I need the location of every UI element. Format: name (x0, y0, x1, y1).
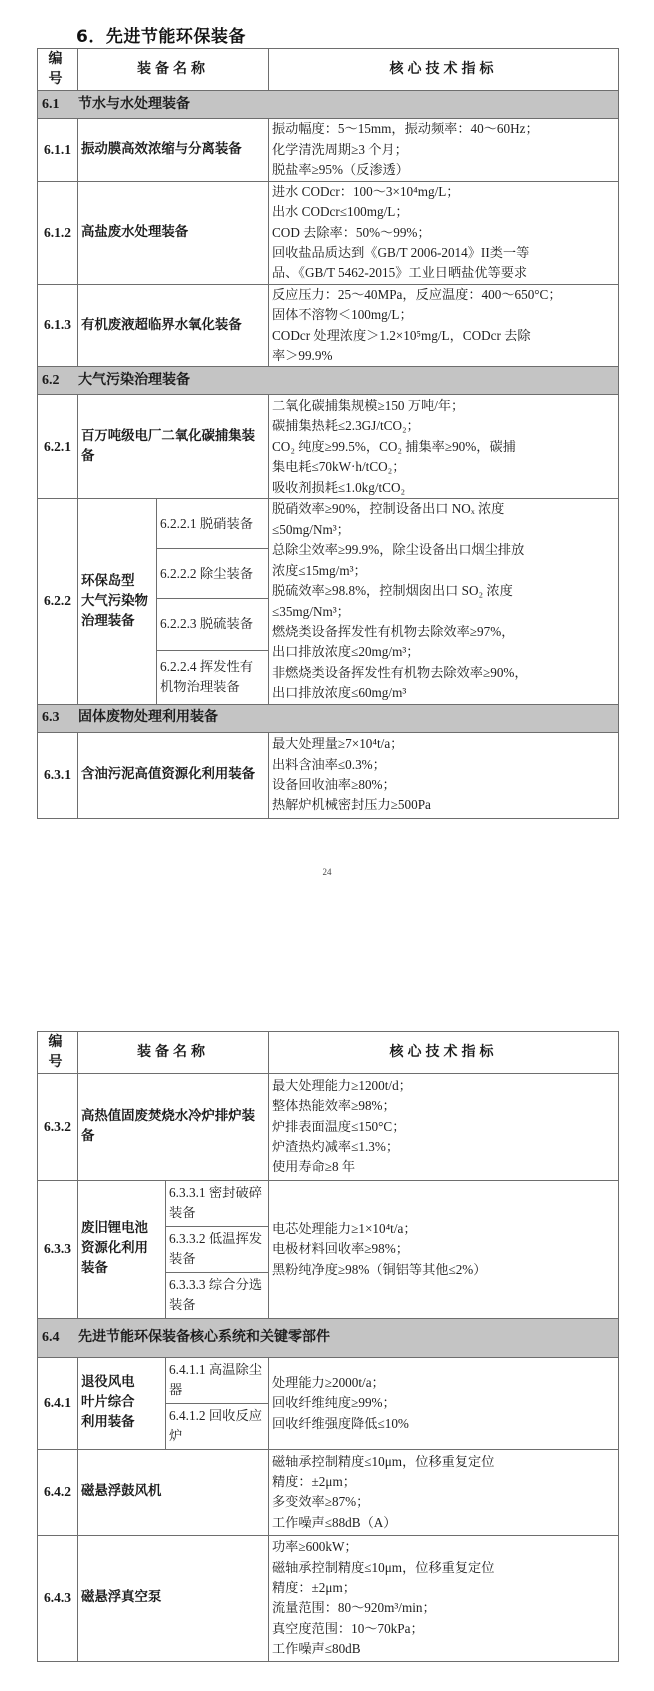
spec-line: 工作噪声≤88dB（A） (272, 1514, 397, 1530)
spec-line: 二氧化碳捕集规模≥150 万吨/年； (272, 397, 465, 413)
row-id: 6.1.3 (38, 284, 78, 367)
row-name: 含油污泥高值资源化利用装备 (78, 732, 269, 818)
row-specs (269, 732, 619, 818)
row-specs (269, 499, 619, 704)
row-name: 高盐废水处理装备 (78, 181, 269, 284)
spec-line: 吸收剂损耗≤1.0kg/tCO₂ (272, 479, 406, 495)
spec-line: 磁轴承控制精度≤10μm，位移重复定位 (272, 1559, 495, 1575)
spec-line: 炉排表面温度≤150°C； (272, 1118, 406, 1134)
spec-line: 电芯处理能力≥1×10⁴t/a； (272, 1220, 417, 1236)
row-specs (269, 118, 619, 181)
name-line: 退役风电 (81, 1375, 135, 1391)
row-name: 磁悬浮真空泵 (78, 1535, 269, 1661)
spec-line: ≤50mg/Nm³； (272, 521, 350, 537)
row-specs (269, 1535, 619, 1661)
spec-line: 回收盐品质达到《GB/T 2006-2014》II类一等 (272, 245, 530, 261)
spec-line: 出口排放浓度≤20mg/m³； (272, 644, 420, 660)
spec-line: 振动幅度：5～15mm，振动频率：40～60Hz； (272, 121, 539, 137)
row-id: 6.3.2 (38, 1073, 78, 1180)
row-name: 高热值固废焚烧水冷炉排炉装备 (78, 1073, 269, 1180)
header-name: 装备名称 (78, 1032, 269, 1074)
row-name: 磁悬浮鼓风机 (78, 1449, 269, 1535)
spec-line: 品、《GB/T 5462-2015》工业日晒盐优等要求 (272, 265, 528, 281)
table-row-6-4-2 (38, 1449, 619, 1535)
spec-line: 炉渣热灼减率≤1.3%； (272, 1139, 400, 1155)
section-title: 大气污染治理装备 (78, 372, 190, 389)
spec-line: 精度：±2μm； (272, 1579, 356, 1595)
sub-item: 6.4.1.2 回收反应炉 (166, 1403, 269, 1449)
table-header-row (38, 1032, 619, 1074)
table-row-6-1-3 (38, 284, 619, 367)
table-row-6-1-1 (38, 118, 619, 181)
row-id: 6.2.2 (38, 499, 78, 704)
spec-line: 进水 CODcr：100～3×10⁴mg/L； (272, 183, 460, 199)
spec-line: 热解炉机械密封压力≥500Pa (272, 797, 431, 813)
table-row-6-3-3 (38, 1180, 619, 1226)
spec-line: 回收纤维纯度≥99%； (272, 1395, 396, 1411)
section-row-6-2 (38, 367, 619, 395)
sub-item: 6.2.2.4 挥发性有机物治理装备 (157, 650, 269, 704)
section-row-6-1 (38, 90, 619, 118)
sub-item: 6.2.2.3 脱硫装备 (157, 598, 269, 650)
table-row-6-2-2 (38, 499, 619, 549)
spec-line: 率＞99.9% (272, 348, 333, 364)
spec-line: CODcr 处理浓度＞1.2×10⁵mg/L，CODcr 去除 (272, 327, 531, 343)
spec-line: 燃烧类设备挥发性有机物去除效率≥97%， (272, 623, 515, 639)
section-id: 6.4 (42, 1330, 60, 1346)
spec-line: 碳捕集热耗≤2.3GJ/tCO₂； (272, 418, 420, 434)
row-specs (269, 1180, 619, 1318)
table-row-6-1-2 (38, 181, 619, 284)
name-line: 大气污染物 (81, 593, 148, 609)
spec-line: 真空度范围：10～70kPa； (272, 1620, 424, 1636)
table-row-6-3-2 (38, 1073, 619, 1180)
row-name: 振动膜高效浓缩与分离装备 (78, 118, 269, 181)
header-spec: 核心技术指标 (269, 1032, 619, 1074)
section-title: 先进节能环保装备核心系统和关键零部件 (78, 1329, 330, 1346)
sub-item: 6.2.2.1 脱硝装备 (157, 499, 269, 549)
row-id: 6.2.1 (38, 395, 78, 499)
name-line: 资源化利用 (81, 1241, 148, 1257)
row-name (78, 1357, 166, 1449)
section-id: 6.1 (42, 96, 60, 112)
spec-line: 精度：±2μm； (272, 1473, 356, 1489)
spec-line: 磁轴承控制精度≤10μm，位移重复定位 (272, 1453, 495, 1469)
spec-line: 集电耗≤70kW·h/tCO₂； (272, 459, 406, 475)
spec-line: CO₂ 纯度≥99.5%，CO₂ 捕集率≥90%，碳捕 (272, 438, 516, 454)
row-name: 百万吨级电厂二氧化碳捕集装备 (78, 395, 269, 499)
table-row-6-3-1 (38, 732, 619, 818)
spec-line: 脱盐率≥95%（反渗透） (272, 162, 409, 178)
row-name (78, 499, 157, 704)
spec-line: 化学清洗周期≥3 个月； (272, 141, 408, 157)
header-name: 装备名称 (78, 49, 269, 91)
name-line: 治理装备 (81, 613, 135, 629)
spec-line: 出料含油率≤0.3%； (272, 756, 386, 772)
spec-line: 功率≥600kW； (272, 1539, 358, 1555)
spec-line: ≤35mg/Nm³； (272, 603, 350, 619)
spec-line: 出口排放浓度≤60mg/m³ (272, 685, 407, 701)
spec-line: 固体不溶物＜100mg/L； (272, 307, 413, 323)
spec-line: 最大处理量≥7×10⁴t/a； (272, 736, 404, 752)
row-id: 6.3.3 (38, 1180, 78, 1318)
row-specs (269, 181, 619, 284)
table-row-6-4-3 (38, 1535, 619, 1661)
name-line: 装备 (81, 1261, 108, 1277)
row-specs (269, 1449, 619, 1535)
spec-line: 总除尘效率≥99.9%，除尘设备出口烟尘排放 (272, 542, 525, 558)
spec-line: 使用寿命≥8 年 (272, 1159, 356, 1175)
spec-table-page-2 (37, 1031, 619, 1662)
header-id: 编号 (38, 1032, 78, 1074)
row-specs (269, 395, 619, 499)
spec-line: 整体热能效率≥98%； (272, 1098, 396, 1114)
spec-line: 反应压力：25～40MPa，反应温度：400～650°C； (272, 286, 562, 302)
spec-line: 流量范围：80～920m³/min； (272, 1600, 436, 1616)
section-title: 固体废物处理利用装备 (78, 709, 218, 726)
page-number: 24 (322, 867, 332, 877)
name-line: 废旧锂电池 (81, 1221, 148, 1237)
spec-line: COD 去除率：50%～99%； (272, 224, 431, 240)
table-row-6-4-1 (38, 1357, 619, 1403)
table-row-6-2-1 (38, 395, 619, 499)
section-id: 6.3 (42, 710, 60, 726)
row-name (78, 1180, 166, 1318)
spec-line: 出水 CODcr≤100mg/L； (272, 204, 409, 220)
spec-line: 处理能力≥2000t/a； (272, 1374, 385, 1390)
header-spec: 核心技术指标 (269, 49, 619, 91)
page-title: 6．先进节能环保装备 (76, 27, 246, 47)
row-id: 6.1.2 (38, 181, 78, 284)
section-row-6-4 (38, 1318, 619, 1357)
header-id: 编号 (38, 49, 78, 91)
table-header-row (38, 49, 619, 91)
row-specs (269, 1073, 619, 1180)
sub-item: 6.4.1.1 高温除尘器 (166, 1357, 269, 1403)
sub-item: 6.2.2.2 除尘装备 (157, 549, 269, 599)
spec-line: 回收纤维强度降低≤10% (272, 1415, 409, 1431)
section-row-6-3 (38, 704, 619, 732)
name-line: 环保岛型 (81, 573, 135, 589)
spec-table-page-1 (37, 48, 619, 819)
section-title: 节水与水处理装备 (78, 95, 190, 112)
sub-item: 6.3.3.1 密封破碎装备 (166, 1180, 269, 1226)
spec-line: 非燃烧类设备挥发性有机物去除效率≥90%， (272, 664, 528, 680)
spec-line: 浓度≤15mg/m³； (272, 562, 367, 578)
row-id: 6.4.3 (38, 1535, 78, 1661)
row-name: 有机废液超临界水氧化装备 (78, 284, 269, 367)
row-id: 6.1.1 (38, 118, 78, 181)
spec-line: 脱硫效率≥98.8%，控制烟囱出口 SO₂ 浓度 (272, 583, 513, 599)
row-id: 6.4.1 (38, 1357, 78, 1449)
row-id: 6.3.1 (38, 732, 78, 818)
spec-line: 多变效率≥87%； (272, 1494, 370, 1510)
spec-line: 最大处理能力≥1200t/d； (272, 1077, 412, 1093)
spec-line: 电极材料回收率≥98%； (272, 1241, 409, 1257)
sub-item: 6.3.3.2 低温挥发装备 (166, 1226, 269, 1272)
spec-line: 设备回收油率≥80%； (272, 777, 396, 793)
spec-line: 工作噪声≤80dB (272, 1641, 361, 1657)
spec-line: 黑粉纯净度≥98%（铜铝等其他≤2%） (272, 1261, 487, 1277)
sub-item: 6.3.3.3 综合分选装备 (166, 1272, 269, 1318)
row-id: 6.4.2 (38, 1449, 78, 1535)
section-id: 6.2 (42, 373, 60, 389)
row-specs (269, 284, 619, 367)
spec-line: 脱硝效率≥90%，控制设备出口 NOₓ 浓度 (272, 501, 505, 517)
name-line: 利用装备 (81, 1415, 135, 1431)
row-specs (269, 1357, 619, 1449)
name-line: 叶片综合 (81, 1395, 135, 1411)
